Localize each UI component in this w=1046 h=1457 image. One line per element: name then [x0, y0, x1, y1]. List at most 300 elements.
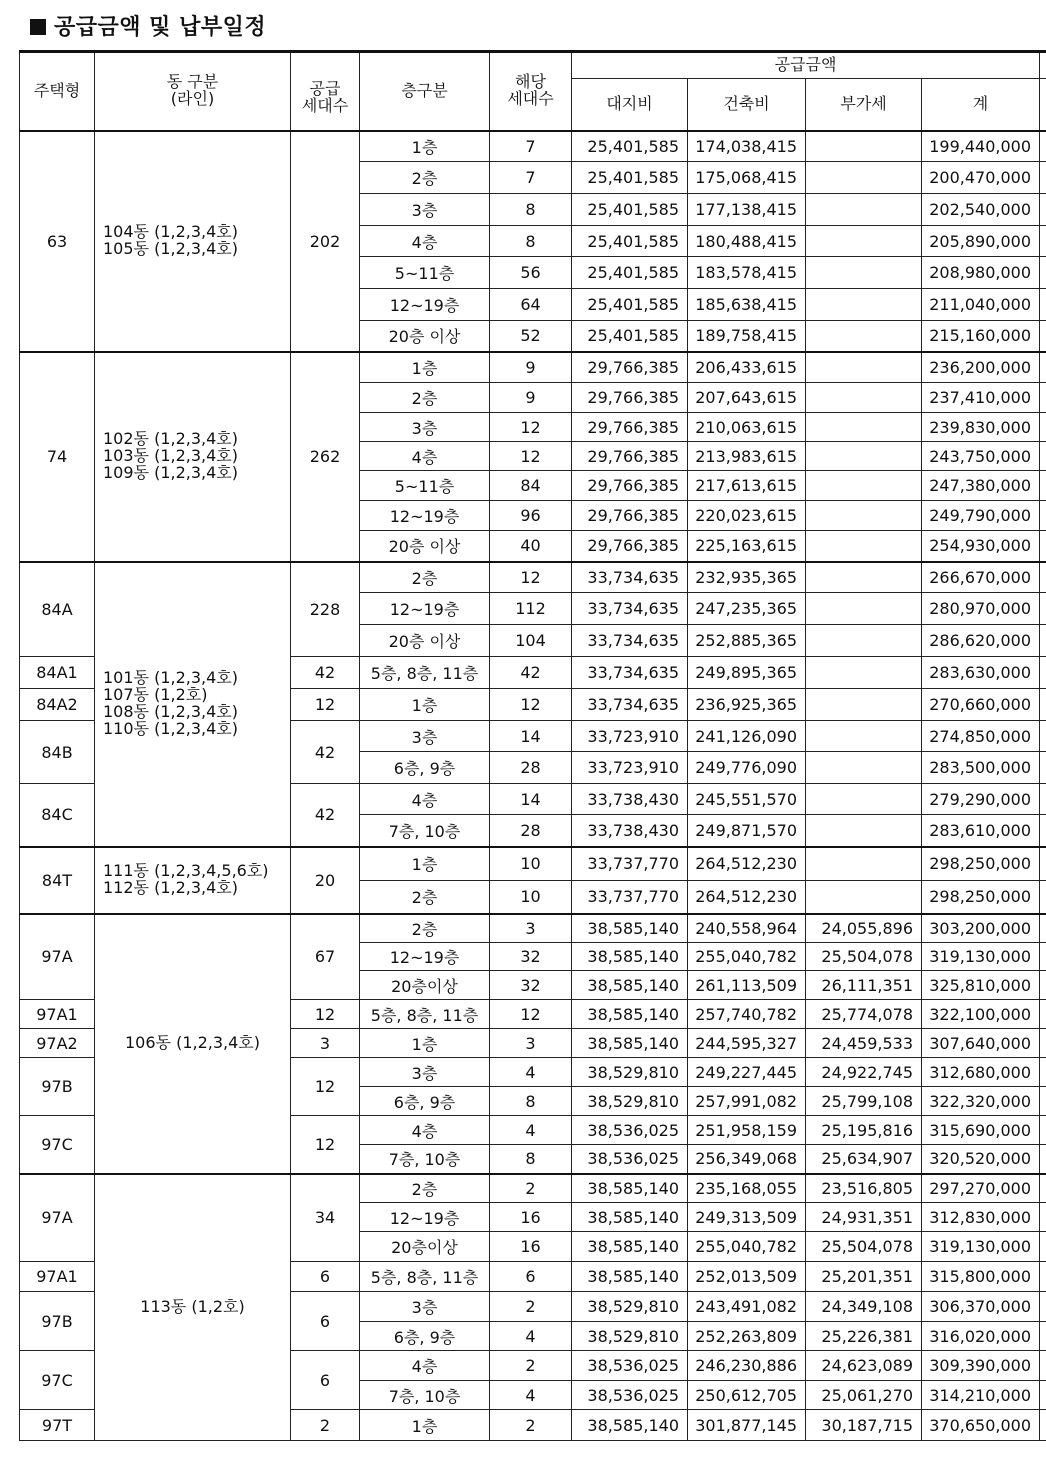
cell-cut-off — [1040, 1203, 1046, 1232]
cell-cut-off — [1040, 1174, 1046, 1203]
cell-floor: 4층 — [360, 784, 490, 815]
cell-land: 25,401,585 — [572, 162, 688, 194]
cell-land: 33,737,770 — [572, 847, 688, 881]
cell-unit-count: 10 — [490, 881, 572, 914]
cell-cut-off — [1040, 321, 1046, 352]
cell-vat: 23,516,805 — [806, 1174, 922, 1203]
cell-floor: 1층 — [360, 689, 490, 721]
table-row — [20, 131, 1046, 162]
cell-vat — [806, 501, 922, 531]
cell-building: 247,235,365 — [688, 593, 806, 625]
cell-type: 97T — [20, 1410, 95, 1441]
cell-building: 264,512,230 — [688, 881, 806, 914]
cell-building: 301,877,145 — [688, 1410, 806, 1441]
cell-unit-count: 104 — [490, 625, 572, 657]
cell-supply-count: 202 — [291, 131, 360, 352]
cell-building: 249,871,570 — [688, 815, 806, 847]
cell-total: 319,130,000 — [922, 943, 1040, 971]
cell-total: 309,390,000 — [922, 1351, 1040, 1381]
square-bullet-icon — [30, 19, 46, 35]
cell-building: 249,895,365 — [688, 657, 806, 689]
cell-unit-count: 12 — [490, 689, 572, 721]
cell-dong — [95, 352, 291, 562]
cell-land: 38,585,140 — [572, 1029, 688, 1058]
cell-unit-count: 2 — [490, 1410, 572, 1441]
cell-vat: 25,201,351 — [806, 1262, 922, 1292]
cell-vat — [806, 383, 922, 413]
cell-building: 213,983,615 — [688, 442, 806, 471]
cell-dong — [95, 914, 291, 1174]
cell-floor: 1층 — [360, 1410, 490, 1441]
cell-cut-off — [1040, 1322, 1046, 1351]
cell-unit-count: 56 — [490, 257, 572, 289]
cell-total: 237,410,000 — [922, 383, 1040, 413]
cell-floor: 4층 — [360, 1116, 490, 1145]
cell-vat — [806, 625, 922, 657]
cell-vat — [806, 194, 922, 226]
dong-line: 110동 (1,2,3,4호) — [103, 718, 238, 738]
cell-total: 298,250,000 — [922, 847, 1040, 881]
cell-cut-off — [1040, 593, 1046, 625]
cell-vat — [806, 562, 922, 593]
cell-land: 33,734,635 — [572, 657, 688, 689]
cell-supply-count: 228 — [291, 562, 360, 657]
cell-cut-off — [1040, 881, 1046, 914]
cell-total: 322,100,000 — [922, 1000, 1040, 1029]
cell-cut-off — [1040, 471, 1046, 501]
cell-land: 38,585,140 — [572, 1174, 688, 1203]
cell-cut-off — [1040, 194, 1046, 226]
cell-building: 250,612,705 — [688, 1381, 806, 1410]
header-land: 대지비 — [572, 79, 688, 131]
cell-total: 322,320,000 — [922, 1087, 1040, 1116]
cell-type: 84A2 — [20, 689, 95, 721]
cell-supply-count: 12 — [291, 1000, 360, 1029]
cell-supply-count: 12 — [291, 689, 360, 721]
cell-total: 279,290,000 — [922, 784, 1040, 815]
cell-total: 208,980,000 — [922, 257, 1040, 289]
cell-building: 255,040,782 — [688, 943, 806, 971]
cell-vat — [806, 815, 922, 847]
cell-vat — [806, 289, 922, 321]
cell-cut-off — [1040, 784, 1046, 815]
cell-land: 33,723,910 — [572, 752, 688, 784]
cell-building: 236,925,365 — [688, 689, 806, 721]
cell-floor: 12~19층 — [360, 943, 490, 971]
cell-land: 33,734,635 — [572, 593, 688, 625]
header-supply-count: 공급 세대수 — [291, 52, 360, 131]
cell-vat — [806, 226, 922, 257]
cell-building: 220,023,615 — [688, 501, 806, 531]
cell-type: 97B — [20, 1292, 95, 1351]
cell-cut-off — [1040, 971, 1046, 1000]
cell-dong — [95, 1174, 291, 1441]
cell-floor: 5~11층 — [360, 257, 490, 289]
cell-land: 33,737,770 — [572, 881, 688, 914]
cell-vat — [806, 689, 922, 721]
cell-total: 297,270,000 — [922, 1174, 1040, 1203]
cell-floor: 2층 — [360, 1174, 490, 1203]
cell-cut-off — [1040, 131, 1046, 162]
cell-type: 84B — [20, 721, 95, 784]
cell-vat — [806, 257, 922, 289]
cell-unit-count: 64 — [490, 289, 572, 321]
table-row — [20, 914, 1046, 943]
cell-land: 38,585,140 — [572, 1410, 688, 1441]
cell-cut-off — [1040, 1410, 1046, 1441]
header-unit-count: 해당 세대수 — [490, 52, 572, 131]
cell-land: 38,529,810 — [572, 1322, 688, 1351]
cell-land: 25,401,585 — [572, 131, 688, 162]
cell-unit-count: 7 — [490, 162, 572, 194]
table-row — [20, 352, 1046, 383]
cell-building: 177,138,415 — [688, 194, 806, 226]
dong-line: 104동 (1,2,3,4호) — [103, 222, 238, 242]
cell-floor: 3층 — [360, 413, 490, 442]
cell-supply-count: 34 — [291, 1174, 360, 1262]
cell-cut-off — [1040, 1145, 1046, 1174]
cell-unit-count: 28 — [490, 752, 572, 784]
cell-land: 29,766,385 — [572, 531, 688, 562]
cell-floor: 20층이상 — [360, 971, 490, 1000]
cell-land: 38,585,140 — [572, 1262, 688, 1292]
dong-line: 102동 (1,2,3,4호) — [103, 429, 238, 449]
cell-cut-off — [1040, 847, 1046, 881]
cell-floor: 20층 이상 — [360, 625, 490, 657]
cell-cut-off — [1040, 1292, 1046, 1322]
cell-cut-off — [1040, 657, 1046, 689]
header-total: 계 — [922, 79, 1040, 131]
cell-floor: 2층 — [360, 562, 490, 593]
cell-type: 63 — [20, 131, 95, 352]
cell-land: 25,401,585 — [572, 321, 688, 352]
cell-vat — [806, 413, 922, 442]
cell-unit-count: 2 — [490, 1351, 572, 1381]
cell-land: 38,536,025 — [572, 1351, 688, 1381]
cell-unit-count: 3 — [490, 914, 572, 943]
cell-vat — [806, 784, 922, 815]
cell-land: 29,766,385 — [572, 352, 688, 383]
header-dong: 동 구분 (라인) — [95, 52, 291, 131]
cell-building: 225,163,615 — [688, 531, 806, 562]
dong-line: 111동 (1,2,3,4,5,6호) — [103, 861, 269, 881]
cell-cut-off — [1040, 162, 1046, 194]
cell-vat — [806, 321, 922, 352]
cell-supply-count: 6 — [291, 1262, 360, 1292]
cell-unit-count: 42 — [490, 657, 572, 689]
cell-building: 235,168,055 — [688, 1174, 806, 1203]
cell-land: 38,529,810 — [572, 1058, 688, 1087]
dong-line: 101동 (1,2,3,4호) — [103, 668, 238, 688]
cell-floor: 7층, 10층 — [360, 1145, 490, 1174]
cell-unit-count: 4 — [490, 1381, 572, 1410]
cell-unit-count: 14 — [490, 784, 572, 815]
cell-floor: 2층 — [360, 914, 490, 943]
cell-land: 29,766,385 — [572, 471, 688, 501]
cell-land: 38,585,140 — [572, 1232, 688, 1262]
cell-unit-count: 52 — [490, 321, 572, 352]
cell-vat — [806, 657, 922, 689]
cell-land: 25,401,585 — [572, 226, 688, 257]
cell-type: 97A — [20, 914, 95, 1000]
cell-vat: 25,226,381 — [806, 1322, 922, 1351]
cell-supply-count: 3 — [291, 1029, 360, 1058]
page-title-text: 공급금액 및 납부일정 — [54, 15, 267, 40]
header-cut-off — [1040, 52, 1046, 79]
cell-unit-count: 12 — [490, 442, 572, 471]
cell-type: 97A1 — [20, 1262, 95, 1292]
cell-vat: 25,634,907 — [806, 1145, 922, 1174]
cell-building: 232,935,365 — [688, 562, 806, 593]
cell-type: 97A2 — [20, 1029, 95, 1058]
cell-total: 314,210,000 — [922, 1381, 1040, 1410]
cell-vat: 24,055,896 — [806, 914, 922, 943]
cell-vat: 25,061,270 — [806, 1381, 922, 1410]
cell-vat: 24,459,533 — [806, 1029, 922, 1058]
table-header — [20, 52, 1046, 131]
cell-building: 257,740,782 — [688, 1000, 806, 1029]
cell-land: 29,766,385 — [572, 413, 688, 442]
cell-land: 38,536,025 — [572, 1145, 688, 1174]
cell-floor: 7층, 10층 — [360, 1381, 490, 1410]
page-title — [30, 10, 266, 41]
cell-floor: 12~19층 — [360, 289, 490, 321]
cell-cut-off — [1040, 1262, 1046, 1292]
cell-total: 316,020,000 — [922, 1322, 1040, 1351]
cell-land: 38,585,140 — [572, 971, 688, 1000]
cell-floor: 1층 — [360, 847, 490, 881]
cell-land: 33,734,635 — [572, 625, 688, 657]
cell-total: 200,470,000 — [922, 162, 1040, 194]
cell-floor: 6층, 9층 — [360, 1322, 490, 1351]
cell-floor: 1층 — [360, 131, 490, 162]
cell-vat — [806, 531, 922, 562]
cell-floor: 12~19층 — [360, 501, 490, 531]
cell-unit-count: 4 — [490, 1322, 572, 1351]
cell-building: 249,227,445 — [688, 1058, 806, 1087]
cell-vat: 25,774,078 — [806, 1000, 922, 1029]
cell-land: 29,766,385 — [572, 501, 688, 531]
cell-vat — [806, 593, 922, 625]
cell-supply-count: 42 — [291, 784, 360, 847]
cell-floor: 20층이상 — [360, 1232, 490, 1262]
cell-vat: 25,799,108 — [806, 1087, 922, 1116]
cell-vat: 30,187,715 — [806, 1410, 922, 1441]
cell-building: 241,126,090 — [688, 721, 806, 752]
cell-total: 319,130,000 — [922, 1232, 1040, 1262]
cell-floor: 12~19층 — [360, 593, 490, 625]
cell-cut-off — [1040, 1381, 1046, 1410]
cell-supply-count: 262 — [291, 352, 360, 562]
cell-land: 33,734,635 — [572, 689, 688, 721]
header-floor: 층구분 — [360, 52, 490, 131]
cell-unit-count: 4 — [490, 1058, 572, 1087]
cell-cut-off — [1040, 289, 1046, 321]
cell-supply-count: 6 — [291, 1351, 360, 1410]
cell-vat — [806, 471, 922, 501]
cell-floor: 12~19층 — [360, 1203, 490, 1232]
cell-vat — [806, 131, 922, 162]
cell-total: 370,650,000 — [922, 1410, 1040, 1441]
cell-building: 240,558,964 — [688, 914, 806, 943]
cell-land: 38,529,810 — [572, 1087, 688, 1116]
cell-unit-count: 2 — [490, 1292, 572, 1322]
table-body — [20, 131, 1046, 1441]
cell-floor: 5층, 8층, 11층 — [360, 1262, 490, 1292]
cell-dong — [95, 847, 291, 914]
cell-floor: 4층 — [360, 226, 490, 257]
cell-cut-off — [1040, 1000, 1046, 1029]
cell-total: 199,440,000 — [922, 131, 1040, 162]
cell-unit-count: 112 — [490, 593, 572, 625]
cell-vat — [806, 847, 922, 881]
cell-building: 246,230,886 — [688, 1351, 806, 1381]
cell-vat — [806, 162, 922, 194]
cell-total: 254,930,000 — [922, 531, 1040, 562]
cell-land: 33,738,430 — [572, 784, 688, 815]
cell-land: 38,585,140 — [572, 914, 688, 943]
cell-floor: 5층, 8층, 11층 — [360, 1000, 490, 1029]
cell-total: 247,380,000 — [922, 471, 1040, 501]
cell-unit-count: 84 — [490, 471, 572, 501]
cell-unit-count: 96 — [490, 501, 572, 531]
cell-floor: 3층 — [360, 1292, 490, 1322]
cell-building: 180,488,415 — [688, 226, 806, 257]
cell-unit-count: 10 — [490, 847, 572, 881]
cell-land: 33,738,430 — [572, 815, 688, 847]
cell-floor: 20층 이상 — [360, 531, 490, 562]
cell-cut-off — [1040, 815, 1046, 847]
cell-total: 215,160,000 — [922, 321, 1040, 352]
cell-cut-off — [1040, 1351, 1046, 1381]
cell-land: 33,723,910 — [572, 721, 688, 752]
cell-cut-off — [1040, 501, 1046, 531]
cell-land: 25,401,585 — [572, 289, 688, 321]
cell-building: 261,113,509 — [688, 971, 806, 1000]
cell-building: 207,643,615 — [688, 383, 806, 413]
cell-supply-count: 42 — [291, 721, 360, 784]
cell-vat — [806, 752, 922, 784]
cell-building: 252,885,365 — [688, 625, 806, 657]
cell-building: 245,551,570 — [688, 784, 806, 815]
table-row — [20, 1174, 1046, 1203]
cell-total: 303,200,000 — [922, 914, 1040, 943]
dong-line: 108동 (1,2,3,4호) — [103, 702, 238, 721]
cell-unit-count: 6 — [490, 1262, 572, 1292]
cell-land: 25,401,585 — [572, 257, 688, 289]
cell-cut-off — [1040, 914, 1046, 943]
cell-total: 306,370,000 — [922, 1292, 1040, 1322]
cell-cut-off — [1040, 226, 1046, 257]
cell-land: 25,401,585 — [572, 194, 688, 226]
cell-floor: 6층, 9층 — [360, 1087, 490, 1116]
cell-vat: 25,195,816 — [806, 1116, 922, 1145]
cell-cut-off — [1040, 352, 1046, 383]
cell-building: 185,638,415 — [688, 289, 806, 321]
cell-cut-off — [1040, 625, 1046, 657]
cell-building: 175,068,415 — [688, 162, 806, 194]
cell-floor: 7층, 10층 — [360, 815, 490, 847]
cell-type: 74 — [20, 352, 95, 562]
cell-supply-count: 42 — [291, 657, 360, 689]
cell-land: 29,766,385 — [572, 442, 688, 471]
cell-type: 84C — [20, 784, 95, 847]
dong-line: 109동 (1,2,3,4호) — [103, 462, 238, 482]
cell-total: 298,250,000 — [922, 881, 1040, 914]
cell-floor: 3층 — [360, 194, 490, 226]
cell-floor: 2층 — [360, 383, 490, 413]
cell-vat: 24,922,745 — [806, 1058, 922, 1087]
cell-building: 174,038,415 — [688, 131, 806, 162]
cell-type: 97B — [20, 1058, 95, 1116]
cell-building: 264,512,230 — [688, 847, 806, 881]
header-cut-off-2 — [1040, 79, 1046, 131]
cell-unit-count: 32 — [490, 943, 572, 971]
cell-vat — [806, 721, 922, 752]
cell-land: 29,766,385 — [572, 383, 688, 413]
cell-floor: 4층 — [360, 1351, 490, 1381]
cell-vat: 24,623,089 — [806, 1351, 922, 1381]
cell-total: 307,640,000 — [922, 1029, 1040, 1058]
cell-supply-count: 67 — [291, 914, 360, 1000]
cell-vat: 24,349,108 — [806, 1292, 922, 1322]
cell-cut-off — [1040, 1058, 1046, 1087]
cell-unit-count: 16 — [490, 1203, 572, 1232]
cell-building: 256,349,068 — [688, 1145, 806, 1174]
supply-price-table-wrap — [19, 50, 1046, 1441]
cell-total: 243,750,000 — [922, 442, 1040, 471]
cell-land: 38,585,140 — [572, 1000, 688, 1029]
cell-floor: 6층, 9층 — [360, 752, 490, 784]
cell-cut-off — [1040, 1087, 1046, 1116]
cell-building: 244,595,327 — [688, 1029, 806, 1058]
dong-line: 106동 (1,2,3,4호) — [125, 1033, 260, 1053]
cell-unit-count: 8 — [490, 1087, 572, 1116]
cell-building: 217,613,615 — [688, 471, 806, 501]
cell-supply-count: 12 — [291, 1058, 360, 1116]
supply-price-table — [19, 50, 1046, 1441]
cell-land: 33,734,635 — [572, 562, 688, 593]
cell-cut-off — [1040, 721, 1046, 752]
cell-total: 283,500,000 — [922, 752, 1040, 784]
cell-unit-count: 12 — [490, 562, 572, 593]
cell-vat: 25,504,078 — [806, 1232, 922, 1262]
cell-building: 189,758,415 — [688, 321, 806, 352]
cell-cut-off — [1040, 257, 1046, 289]
cell-unit-count: 12 — [490, 1000, 572, 1029]
cell-floor: 4층 — [360, 442, 490, 471]
cell-total: 283,610,000 — [922, 815, 1040, 847]
cell-cut-off — [1040, 1232, 1046, 1262]
cell-total: 270,660,000 — [922, 689, 1040, 721]
cell-unit-count: 2 — [490, 1174, 572, 1203]
cell-total: 312,680,000 — [922, 1058, 1040, 1087]
cell-floor: 5층, 8층, 11층 — [360, 657, 490, 689]
cell-dong — [95, 131, 291, 352]
cell-type: 97C — [20, 1116, 95, 1174]
cell-total: 205,890,000 — [922, 226, 1040, 257]
cell-floor: 3층 — [360, 1058, 490, 1087]
cell-floor: 3층 — [360, 721, 490, 752]
cell-cut-off — [1040, 1029, 1046, 1058]
cell-total: 202,540,000 — [922, 194, 1040, 226]
dong-line: 105동 (1,2,3,4호) — [103, 239, 238, 258]
cell-building: 206,433,615 — [688, 352, 806, 383]
cell-unit-count: 9 — [490, 383, 572, 413]
table-row — [20, 847, 1046, 881]
cell-total: 211,040,000 — [922, 289, 1040, 321]
cell-unit-count: 12 — [490, 413, 572, 442]
